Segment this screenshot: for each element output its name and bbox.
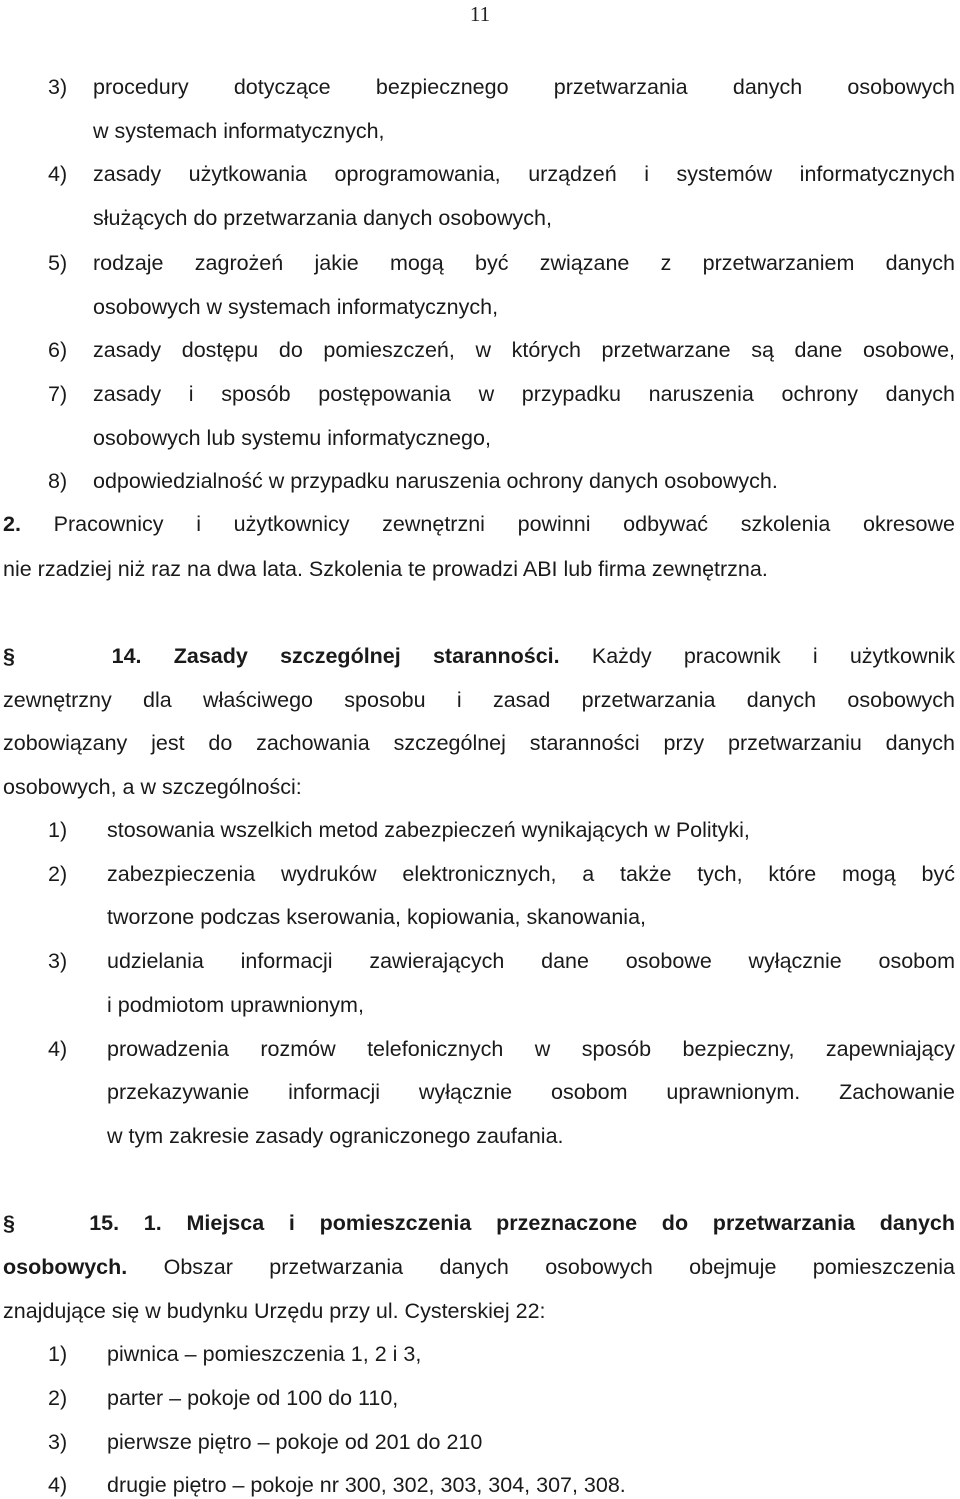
list-item-text: prowadzenia rozmów telefonicznych w sposób bezpieczny, zapewniający xyxy=(107,1037,955,1061)
section-14-text: Każdy pracownik i użytkownik xyxy=(591,644,955,668)
list-item-number: 2) xyxy=(48,862,68,886)
section-14-text: zewnętrzny dla właściwego sposobu i zasad przetwarzania danych osobowych xyxy=(3,688,955,712)
paragraph-number: 2. xyxy=(3,512,21,536)
list-item-text: stosowania wszelkich metod zabezpieczeń wynikających w Polityki, xyxy=(107,818,750,842)
list-item-text: procedury dotyczące bezpiecznego przetwarzania danych osobowych xyxy=(93,75,955,99)
list-item-number: 3) xyxy=(48,75,68,99)
section-14-text: zobowiązany jest do zachowania szczególnej staranności przy przetwarzaniu danych xyxy=(3,731,955,755)
list-item-number: 8) xyxy=(48,469,68,493)
list-item-number: 7) xyxy=(48,382,68,406)
section-15-heading: 15. 1. Miejsca i pomieszczenia przeznaczone do przetwarzania danych xyxy=(89,1211,956,1235)
list-item-text: zasady dostępu do pomieszczeń, w których przetwarzane są dane osobowe, xyxy=(93,338,955,362)
section-14-heading-line xyxy=(3,642,955,670)
section-symbol: § xyxy=(3,1211,15,1235)
list-item-text: w tym zakresie zasady ograniczonego zaufania. xyxy=(107,1124,564,1148)
list-item-text: udzielania informacji zawierających dane osobowe wyłącznie osobom xyxy=(107,949,955,973)
list-item-text: tworzone podczas kserowania, kopiowania, skanowania, xyxy=(107,905,647,929)
section-15-text-line xyxy=(3,1253,955,1281)
list-item-text: zasady i sposób postępowania w przypadku naruszenia ochrony danych xyxy=(93,382,955,406)
list-item-text: parter – pokoje od 100 do 110, xyxy=(107,1386,399,1410)
list-item-number: 4) xyxy=(48,162,68,186)
paragraph-2-line: nie rzadziej niż raz na dwa lata. Szkolenia te prowadzi ABI lub firma zewnętrzna. xyxy=(3,557,768,581)
paragraph-text: Pracownicy i użytkownicy zewnętrzni powinni odbywać szkolenia okresowe xyxy=(53,512,955,536)
list-item-number: 5) xyxy=(48,251,68,275)
section-15-text: znajdujące się w budynku Urzędu przy ul. Cysterskiej 22: xyxy=(3,1299,546,1323)
paragraph-2-line xyxy=(3,510,955,538)
list-item-number: 3) xyxy=(48,1430,68,1454)
section-15-text: Obszar przetwarzania danych osobowych obejmuje pomieszczenia xyxy=(163,1255,955,1279)
section-14-heading: 14. Zasady szczególnej staranności. xyxy=(111,644,560,668)
list-item-text: osobowych w systemach informatycznych, xyxy=(93,295,499,319)
list-item-text: pierwsze piętro – pokoje od 201 do 210 xyxy=(107,1430,483,1454)
list-item-text: piwnica – pomieszczenia 1, 2 i 3, xyxy=(107,1342,422,1366)
list-item-number: 1) xyxy=(48,1342,68,1366)
list-item-text: w systemach informatycznych, xyxy=(93,119,385,143)
list-item-number: 4) xyxy=(48,1037,68,1061)
list-item-text: zabezpieczenia wydruków elektronicznych, a także tych, które mogą być xyxy=(107,862,955,886)
section-14-text: osobowych, a w szczególności: xyxy=(3,775,302,799)
list-item-number: 6) xyxy=(48,338,68,362)
list-item-text: drugie piętro – pokoje nr 300, 302, 303, 304, 307, 308. xyxy=(107,1473,626,1497)
page-number: 11 xyxy=(469,2,491,26)
list-item-text: i podmiotom uprawnionym, xyxy=(107,993,364,1017)
list-item-text: zasady użytkowania oprogramowania, urządzeń i systemów informatycznych xyxy=(93,162,955,186)
list-item-text: służących do przetwarzania danych osobowych, xyxy=(93,206,552,230)
section-symbol: § xyxy=(3,644,15,668)
list-item-text: osobowych lub systemu informatycznego, xyxy=(93,426,491,450)
section-15-heading-line xyxy=(3,1209,955,1237)
list-item-text: odpowiedzialność w przypadku naruszenia ochrony danych osobowych. xyxy=(93,469,778,493)
section-15-heading-cont: osobowych. xyxy=(3,1255,128,1279)
list-item-number: 3) xyxy=(48,949,68,973)
list-item-number: 2) xyxy=(48,1386,68,1410)
list-item-number: 4) xyxy=(48,1473,68,1497)
list-item-text: przekazywanie informacji wyłącznie osobom uprawnionym. Zachowanie xyxy=(107,1080,955,1104)
list-item-text: rodzaje zagrożeń jakie mogą być związane z przetwarzaniem danych xyxy=(93,251,955,275)
list-item-number: 1) xyxy=(48,818,68,842)
